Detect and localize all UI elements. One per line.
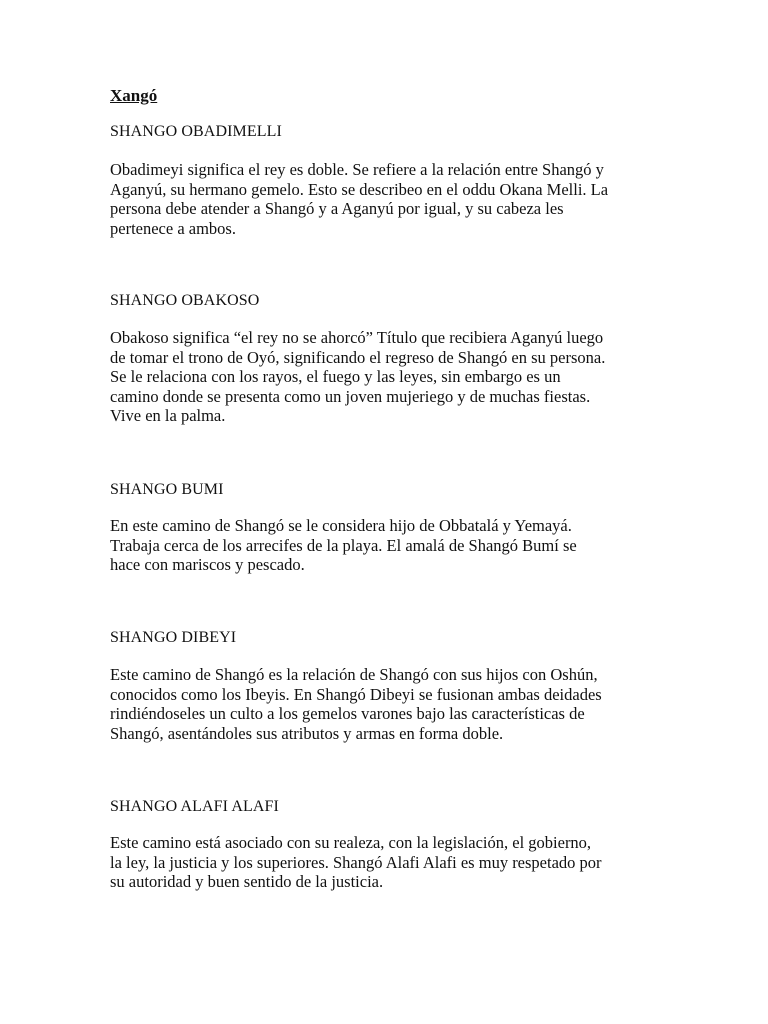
paragraph-line: persona debe atender a Shangó y a Aganyú por igual, y su cabeza les xyxy=(110,199,564,218)
section-paragraph-dibeyi xyxy=(110,665,670,743)
paragraph-line: la ley, la justicia y los superiores. Shangó Alafi Alafi es muy respetado por xyxy=(110,852,602,872)
document-title: Xangó xyxy=(110,86,158,105)
paragraph-line: camino donde se presenta como un joven mujeriego y de muchas fiestas. xyxy=(110,386,591,406)
paragraph-line: su autoridad y buen sentido de la justicia. xyxy=(110,872,384,891)
section-heading-dibeyi: SHANGO DIBEYI xyxy=(110,629,237,646)
section-heading-obadimelli: SHANGO OBADIMELLI xyxy=(110,123,282,140)
paragraph-line: Obadimeyi significa el rey es doble. Se refiere a la relación entre Shangó y xyxy=(110,160,604,179)
paragraph-line: pertenece a ambos. xyxy=(110,218,236,238)
section-heading-alafi-alafi: SHANGO ALAFI ALAFI xyxy=(110,798,279,815)
paragraph-line: Aganyú, su hermano gemelo. Esto se describeo en el oddu Okana Melli. La xyxy=(110,179,609,199)
paragraph-line: Este camino está asociado con su realeza, con la legislación, el gobierno, xyxy=(110,833,592,852)
section-paragraph-bumi xyxy=(110,516,670,575)
section-paragraph-obadimelli xyxy=(110,160,670,238)
paragraph-line: Shangó, asentándoles sus atributos y armas en forma doble. xyxy=(110,723,504,743)
paragraph-line: Se le relaciona con los rayos, el fuego y las leyes, sin embargo es un xyxy=(110,367,561,386)
paragraph-line: Trabaja cerca de los arrecifes de la playa. El amalá de Shangó Bumí se xyxy=(110,535,577,555)
paragraph-line: Este camino de Shangó es la relación de Shangó con sus hijos con Oshún, xyxy=(110,665,598,684)
paragraph-line: de tomar el trono de Oyó, significando el regreso de Shangó en su persona. xyxy=(110,347,606,367)
paragraph-line: En este camino de Shangó se le considera hijo de Obbatalá y Yemayá. xyxy=(110,516,572,535)
paragraph-line: Obakoso significa “el rey no se ahorcó” Título que recibiera Aganyú luego xyxy=(110,328,604,347)
paragraph-line: Vive en la palma. xyxy=(110,406,226,425)
paragraph-line: conocidos como los Ibeyis. En Shangó Dibeyi se fusionan ambas deidades xyxy=(110,684,602,704)
section-paragraph-obakoso xyxy=(110,328,670,426)
paragraph-line: hace con mariscos y pescado. xyxy=(110,555,305,574)
paragraph-line: rindiéndoseles un culto a los gemelos varones bajo las características de xyxy=(110,704,585,723)
section-heading-bumi: SHANGO BUMI xyxy=(110,481,224,498)
section-paragraph-alafi-alafi xyxy=(110,833,670,892)
section-heading-obakoso: SHANGO OBAKOSO xyxy=(110,292,260,309)
